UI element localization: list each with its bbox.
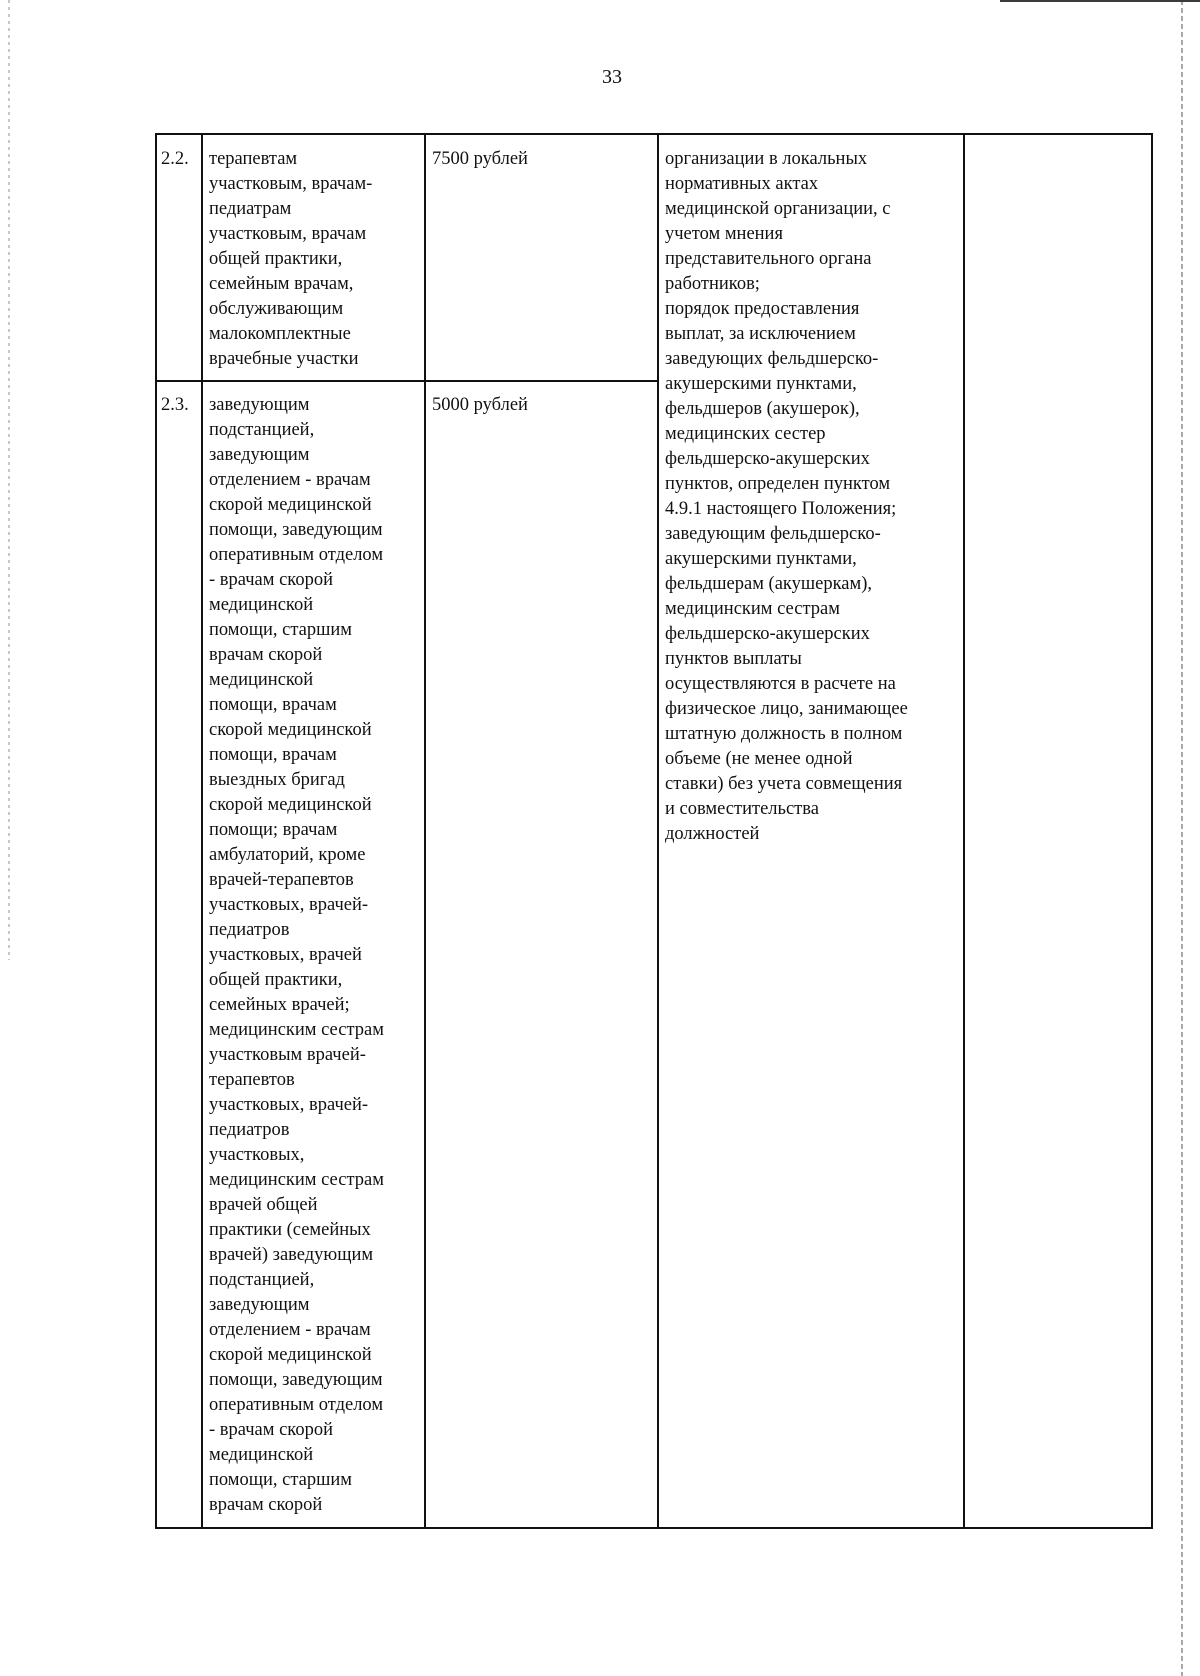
row-description-2-3: заведующим подстанцией, заведующим отделением - врачам скорой медицинской помощи, заведующим оперативным отделом - врачам скорой медицинской помощи, старшим врачам скорой медицинской помощи, врачам скорой медицинской помощи, врачам выездных бригад скорой медицинской помощи; врачам амбулаторий, кроме врачей-терапевтов участковых, врачей- педиатров участковых, врачей общей практики, семейных врачей; медицинским сестрам участковым врачей- терапевтов участковых, врачей- педиатров участковых, медицинским сестрам врачей общей практики (семейных врачей) заведующим подстанцией, заведующим отделением - врачам скорой медицинской помощи, заведующим оперативным отделом - врачам скорой медицинской помощи, старшим врачам скорой — [209, 395, 384, 1515]
column-divider-4 — [963, 135, 965, 1527]
page-number: 33 — [602, 66, 622, 88]
column-divider-2 — [424, 135, 426, 1527]
row-number-2-2: 2.2. — [161, 149, 189, 169]
scan-edge-top — [1000, 0, 1200, 2]
column-divider-1 — [201, 135, 203, 1527]
conditions-text: организации в локальных нормативных актах медицинской организации, с учетом мнения представительного органа работников; порядок предоставления выплат, за исключением заведующих фельдшерско- акушерскими пунктами, фельдшеров (акушерок), медицинских сестер фельдшерско-акушерских пунктов, определен пунктом 4.9.1 настоящего Положения; заведующим фельдшерско- акушерскими пунктами, фельдшерам (акушеркам), медицинским сестрам фельдшерско-акушерских пунктов выплаты осуществляются в расчете на физическое лицо, занимающее штатную должность в полном объеме (не менее одной ставки) без учета совмещения и совместительства должностей — [665, 149, 908, 844]
row-amount-2-3: 5000 рублей — [432, 395, 528, 415]
scan-edge-right — [1181, 0, 1183, 1676]
row-description-2-2: терапевтам участковым, врачам- педиатрам участковым, врачам общей практики, семейным врачам, обслуживающим малокомплектные врачебные участки — [209, 149, 373, 369]
scan-edge-left — [8, 0, 10, 960]
payments-table — [155, 133, 1153, 1529]
row-divider — [157, 380, 659, 382]
row-amount-2-2: 7500 рублей — [432, 149, 528, 169]
row-number-2-3: 2.3. — [161, 395, 189, 415]
column-divider-3 — [657, 135, 659, 1527]
